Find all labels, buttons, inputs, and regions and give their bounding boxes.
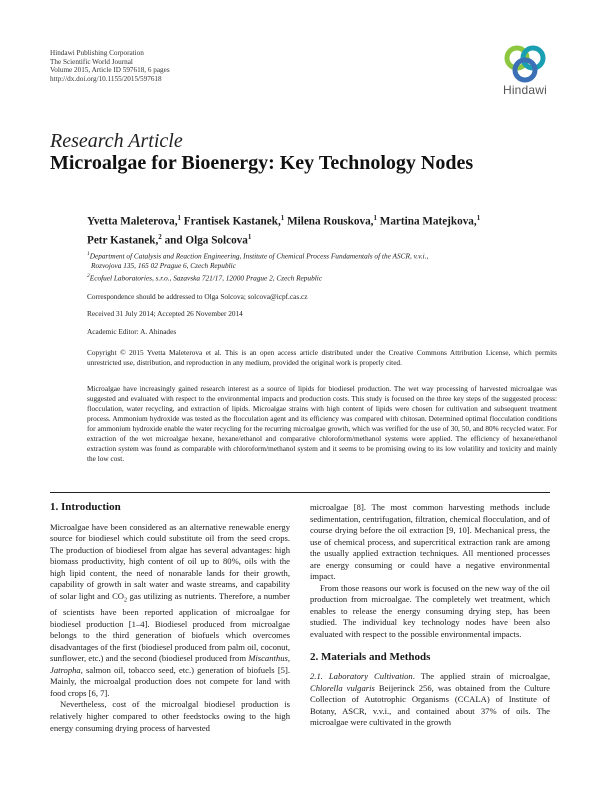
author-affil-mark: 1: [373, 214, 377, 222]
author-affil-mark: 1: [476, 214, 481, 222]
left-column: [50, 502, 290, 734]
affiliations: [87, 249, 557, 284]
author-affil-mark: 1: [247, 233, 252, 242]
author: Frantisek Kastanek,: [183, 215, 281, 228]
publisher: Hindawi Publishing Corporation: [50, 49, 144, 57]
volume-info: Volume 2015, Article ID 597618, 6 pages: [50, 66, 170, 75]
methods-paragraph-1: 2.1. Laboratory Cultivation. The applied strain of microalgae, Chlorella vulgaris Beijerinck 256, was obtained from the Culture Collection of Autotrophic Organisms (CCALA) of Institute of Botany, ASCR, v.v.i., and contained about 37% of oils. The microalgae were cultivated in the growth: [310, 671, 550, 728]
author-list: [87, 211, 557, 249]
academic-editor: Academic Editor: A. Ahinades: [87, 327, 177, 336]
abstract: Microalgae have increasingly gained research interest as a source of lipids for biodiesel production. The wet way processing of harvested microalgae was suggested and evaluated with respect to the environmental impacts and production costs. This study is focused on the three key steps of the suggested process: flocculation, water recycling, and extraction of lipids. Microalgae strains with high content of lipids were chosen for cultivation and subsequent treatment process. Ammonium hydroxide was tested as the flocculation agent and its efficiency was compared with chitosan. Determined optimal flocculation conditions for ammonium hydroxide enable the water recycling for the recurring microalgae growth, which was verified for the use of 30, 50, and 80% recycled water. For extraction of the wet microalgae hexane, hexane/ethanol and comparative chloroform/methanol systems were applied. The efficiency of hexane/ethanol extraction system was found as comparable with chloroform/methanol system and it seems to be promising owing to its low volatility and toxicity and mainly the low cost.: [87, 384, 557, 463]
affiliation-1: $^1$Department of Catalysis and Reaction Engineering, Institute of Chemical Process Fundamentals of the ASCR, v.v.i.,: [87, 251, 429, 261]
section-heading-introduction: 1. Introduction: [50, 501, 121, 513]
intro-paragraph-2: Nevertheless, cost of the microalgal biodiesel production is relatively higher compared to other feedstocks owing to the high energy consuming drying process of harvested: [50, 699, 290, 733]
intro-paragraph-3: microalgae [8]. The most common harvesting methods include sedimentation, centrifugation, filtration, chemical flocculation, and of course drying before the oil extraction [9, 10]. Mechanical press, the use of chemical process, and supercritical extraction rank are among the usually applied extraction techniques. All mentioned processes are energy consuming or could have a negative environmental impact.: [310, 502, 550, 582]
author: Yvetta Maleterova,: [87, 215, 178, 228]
section-heading-methods: 2. Materials and Methods: [310, 650, 431, 663]
doi-link[interactable]: http://dx.doi.org/10.1155/2015/597618: [50, 74, 162, 83]
divider: [50, 492, 550, 493]
author: Martina Matejkova,: [379, 215, 477, 228]
received-accepted-dates: Received 31 July 2014; Accepted 26 November 2014: [87, 309, 243, 318]
author: and Olga Solcova: [164, 234, 248, 247]
author: Milena Rouskova,: [287, 215, 374, 228]
affiliation-2: $^2$Ecofuel Laboratories, s.r.o., Sazavska 721/17, 12000 Prague 2, Czech Republic: [87, 273, 323, 283]
author: Petr Kastanek,: [87, 234, 159, 247]
intro-paragraph-1: Microalgae have been considered as an alternative renewable energy source for biodiesel which could substitute oil from the seed crops. The production of biodiesel from algae has several advantages: high biomass productivity, high content of oil up to 80%, oils with the high lipid content, the need of nonarable lands for their growth, capability of growth in salt water and waste streams, and capability of solar light and $CO_2$ gas utilizing as nutrients. Therefore, a number of scientists have been reported application of microalgae for biodiesel production [1–4]. Biodiesel produced from microalgae belongs to the third generation of biofuels which overcomes disadvantages of the first (biodiesel produced from palm oil, coconut, sunflower, etc.) and the second (biodiesel produced from Miscanthus, Jatropha, salmon oil, tobacco seed, etc.) generation of biofuels [5]. Mainly, the microalgal production does not compete for land with food crops [6, 7].: [50, 521, 290, 698]
journal-header: [50, 49, 170, 83]
right-column: [310, 502, 550, 729]
paper-title: Microalgae for Bioenergy: Key Technology Nodes: [50, 152, 474, 174]
affiliation-1-address: Rozvojova 135, 165 02 Prague 6, Czech Republic: [91, 261, 236, 271]
correspondence: Correspondence should be addressed to Olga Solcova; solcova@icpf.cas.cz: [87, 292, 308, 301]
hindawi-logo-icon: [502, 45, 548, 83]
author-affil-mark: 2: [158, 233, 162, 242]
author-affil-mark: 1: [280, 214, 285, 222]
copyright-notice: Copyright © 2015 Yvetta Maleterova et al. This is an open access article distributed under the Creative Commons Attribution License, which permits unrestricted use, distribution, and reproduction in any medium, provided the original work is properly cited.: [87, 348, 557, 367]
intro-paragraph-4: From those reasons our work is focused on the new way of the oil production from microalgae. The completely wet treatment, which enables to release the energy consuming drying step, has been studied. The individual key technology nodes have been also evaluated with respect to the possible environmental impacts.: [310, 582, 550, 640]
hindawi-logo-text: Hindawi: [502, 83, 548, 97]
author-affil-mark: 1: [177, 214, 181, 222]
hindawi-logo: [498, 45, 552, 97]
article-type: Research Article: [50, 130, 183, 152]
journal-name: The Scientific World Journal: [50, 57, 133, 66]
